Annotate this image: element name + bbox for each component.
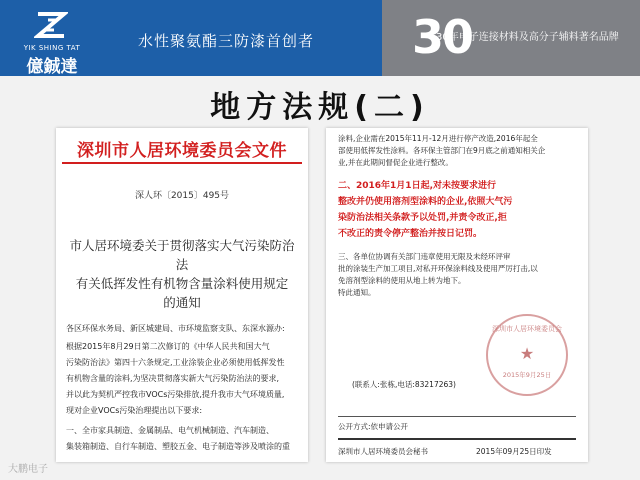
seal-text: 深圳市人居环境委员会 (492, 325, 562, 333)
body-line: 特此通知。 (338, 288, 376, 297)
logo-mark-icon (34, 10, 68, 40)
body-line: 免溶剂型涂料的使用从地上转为地下。 (338, 276, 466, 285)
title-line: 的通知 (163, 295, 201, 310)
red-clause-line: 染防治法相关条款予以处罚,并责令改正,拒 (338, 213, 507, 223)
divider (338, 438, 576, 440)
left-document (56, 128, 308, 462)
red-clause-line: 二、2016年1月1日起,对未按要求进行 (338, 181, 496, 191)
body-line: 各区环保水务局、新区城建局、市环境监察支队、东深水源办: (66, 324, 285, 333)
footer-issuer: 深圳市人居环境委员会秘书 (338, 447, 428, 456)
body-line: 涂料,企业需在2015年11月-12月进行停产改造,2016年起全 (338, 134, 538, 143)
logo-chinese: 億鋮達 (26, 57, 78, 77)
red-clause-line: 整改并仍使用溶剂型涂料的企业,依照大气污 (338, 197, 513, 207)
slogan: 水性聚氨酯三防漆首创者 (138, 32, 315, 50)
body-line: 并以此为契机严控我市VOCs污染排放,提升我市大气环境质量, (66, 390, 285, 399)
body-line: 一、全市家具制造、金属制品、电气机械制造、汽车制造、 (66, 426, 274, 435)
body-line: 污染防治法》第四十六条规定,工业涂装企业必须使用低挥发性 (66, 358, 285, 367)
seal-date: 2015年9月25日 (502, 371, 552, 379)
tagline: 30年电子连接材料及高分子辅料著名品牌 (436, 32, 619, 43)
document-title (64, 236, 300, 312)
public-mode: 公开方式:依申请公开 (338, 422, 409, 431)
header-bar (0, 0, 640, 76)
body-line: 部使用低挥发性涂料。各环保主管部门在9月底之前通知相关企 (338, 146, 546, 155)
contact-line: (联系人:张栋,电话:83217263) (352, 380, 456, 389)
official-seal (486, 314, 568, 396)
body-line: 根据2015年8月29日第二次修订的《中华人民共和国大气 (66, 342, 270, 351)
seal-star-icon: ★ (519, 344, 535, 363)
red-rule-divider (62, 162, 302, 164)
body-line: 现对企业VOCs污染治理提出以下要求: (66, 406, 203, 415)
page-title: 地方法规(二) (210, 90, 430, 125)
body-line: 集装箱制造、自行车制造、塑胶五金、电子制造等涉及喷涂的重 (66, 442, 290, 451)
body-line: 批的涂装生产加工项目,对私开环保涂料线及使用严厉打击,以 (338, 264, 538, 273)
red-clause-line: 不改正的责令停产整治并按日记罚。 (338, 229, 483, 239)
title-line: 市人居环境委关于贯彻落实大气污染防治法 (69, 238, 295, 272)
title-line: 有关低挥发性有机物含量涂料使用规定 (75, 276, 289, 291)
document-heading: 深圳市人居环境委员会文件 (77, 141, 287, 161)
body-line: 三、各单位协调有关部门违章使用无限及未经环评审 (338, 252, 511, 261)
right-document (326, 128, 588, 462)
company-logo (10, 6, 94, 77)
divider (338, 416, 576, 417)
logo-english: YIK SHING TAT (23, 44, 81, 52)
watermark: 大鹏电子 (8, 464, 48, 475)
big-number: 30 (412, 10, 473, 64)
footer-date: 2015年09月25日印发 (476, 447, 552, 456)
body-line: 有机物含量的涂料,为坚决贯彻落实新大气污染防治法的要求, (66, 374, 280, 383)
document-number: 深人环〔2015〕495号 (134, 191, 230, 201)
body-line: 业,并在此期间督促企业进行整改。 (338, 158, 453, 167)
